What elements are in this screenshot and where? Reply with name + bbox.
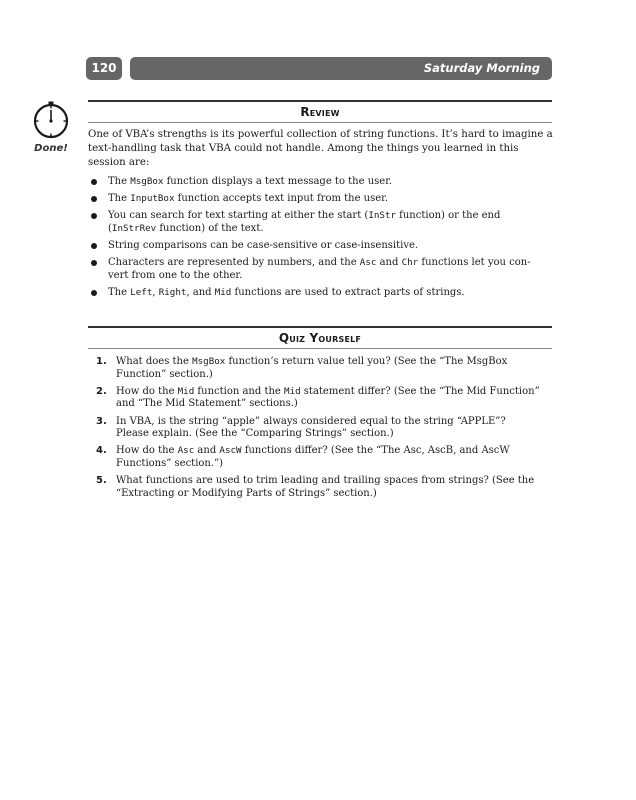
bullet-item: Characters are represented by numbers, and the Asc and Chr functions let you con-vert from one to the other. [88,257,538,282]
quiz-number: 1. [96,356,107,367]
done-marker [28,100,78,154]
review-heading: Review [88,100,552,123]
quiz-item: 1. What does the MsgBox function’s return value tell you? (See the “The MsgBox Function” section.) [96,356,508,380]
bullet-item: The InputBox function accepts text input from the user. [88,193,538,206]
page-number: 120 [86,57,122,80]
bullet-item: The Left, Right, and Mid functions are used to extract parts of strings. [88,287,538,300]
quiz-item: 3. In VBA, is the string “apple” always considered equal to the string “APPLE”? Please explain. (See the “Comparing Strings” section.) [96,415,506,440]
quiz-item: 4. How do the Asc and AscW functions differ? (See the “The Asc, AscB, and AscW Functions” section.”) [96,445,510,469]
quiz-number: 2. [96,385,107,397]
done-label: Done! [34,143,68,154]
quiz-number: 4. [96,445,107,457]
quiz-list [92,356,540,505]
quiz-item: 2. How do the Mid function and the Mid statement differ? (See the “The Mid Function” and “The Mid Statement” sections.) [96,385,540,410]
quiz-heading: Quiz Yourself [88,326,552,349]
page-header [86,57,552,80]
bullet-item: The MsgBox function displays a text message to the user. [88,176,538,189]
running-head: Saturday Morning [130,57,552,80]
stopwatch-icon [31,100,71,140]
quiz-number: 5. [96,475,107,487]
review-bullet-list [88,176,538,304]
quiz-number: 3. [96,415,107,427]
bullet-item: String comparisons can be case-sensitive or case-insensitive. [88,240,538,253]
bullet-item: You can search for text starting at either the start (InStr function) or the end (InStrRev function) of the text. [88,210,538,235]
quiz-item: 5. What functions are used to trim leading and trailing spaces from strings? (See the “Extracting or Modifying Parts of Strings” section.) [96,475,535,499]
review-intro: One of VBA’s strengths is its powerful collection of string functions. It’s hard to imagine a text-handling task that VBA could not handle. Among the things you learned in this session are: [88,129,553,168]
